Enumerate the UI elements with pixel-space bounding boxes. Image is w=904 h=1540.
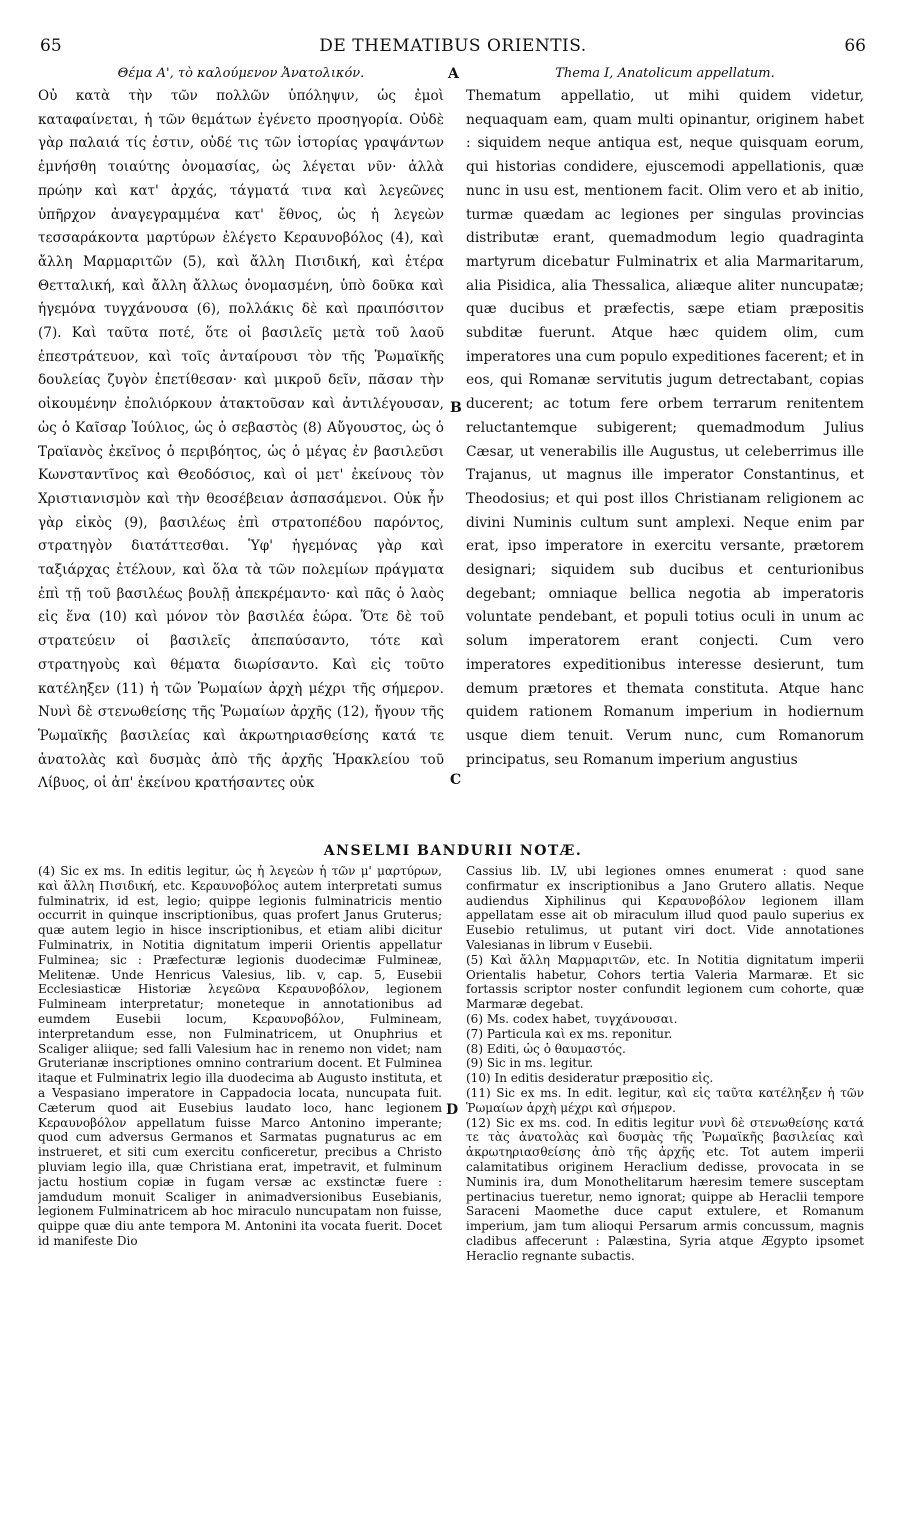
notes-left-column (38, 864, 442, 1514)
footnote: (12) Sic ex ms. cod. In editis legitur νυνὶ δὲ στενωθείσης κατά τε τὰς ἀνατολὰς καὶ δυσμὰς τῆς Ῥωμαϊκῆς βασιλείας καὶ ἀκρωτηριασθείσης ἀπὸ τῆς ἀρχῆς etc. Tot autem imperii calamitatibus originem Heraclium dedisse, provocata in se Numinis ira, dum Monothelitarum hæresim temere susceptam pertinacius tueretur, nemo ignorat; quippe ab Heraclii tempore Saraceni Maomethe duce caput extulere, et Romanum imperium, jam tum alioqui Persarum armis concussum, magnis cladibus affecerunt : Palæstina, Syria atque Ægypto ipsomet Heraclio regnante subactis. (466, 1115, 864, 1263)
footnote: (11) Sic ex ms. In edit. legitur, καὶ εἰς ταῦτα κατέληξεν ἡ τῶν Ῥωμαίων ἀρχὴ μέχρι καὶ σήμερον. (466, 1085, 864, 1115)
margin-marker-d: D (446, 1102, 459, 1118)
latin-column-title: Thema I, Anatolicum appellatum. (555, 66, 775, 81)
footnote: (7) Particula καὶ ex ms. reponitur. (466, 1026, 673, 1041)
footnote: (9) Sic in ms. legitur. (466, 1056, 594, 1071)
latin-column (466, 66, 864, 846)
page-number-right: 66 (844, 36, 866, 56)
page-header (40, 36, 866, 58)
footnote: (6) Ms. codex habet, τυγχάνουσαι. (466, 1011, 678, 1026)
margin-marker-b: B (450, 400, 462, 416)
page-number-left: 65 (40, 36, 62, 56)
margin-marker-c: C (450, 772, 462, 788)
footnote: (5) Καὶ ἄλλη Μαρμαριτῶν, etc. In Notitia dignitatum imperii Orientalis habetur, Cohors tertia Valeria Marmaræ. Et sic fortassis scriptor noster confundit legionem cum cohorte, quæ Marmaræ degebat. (466, 952, 864, 1012)
footnote: (8) Editi, ὡς ὁ θαυμαστός. (466, 1041, 626, 1056)
footnote: Cassius lib. LV, ubi legiones omnes enumerat : quod sane confirmatur ex inscriptionibus a Jano Grutero allatis. Neque audiendus Xiphilinus qui Κεραυνοβόλον legionem illam appellatam esse ait ob miraculum illud quod paulo superius ex Eusebio retulimus, ut putant viri doct. Vide annotationes Valesianas in librum v Eusebii. (466, 864, 864, 952)
notes-right-column (466, 864, 864, 1514)
greek-column-text: Οὐ κατὰ τὴν τῶν πολλῶν ὑπόληψιν, ὡς ἐμοὶ καταφαίνεται, ἡ τῶν θεμάτων ἐγένετο προσηγορία. Οὐδὲ γὰρ παλαιά τίς ἐστιν, οὐδέ τις τῶν ἱστορίας γραψάντων ἐμνήσθη τοιαύτης ὀνομασίας, ὡς λέγεται νῦν· ἀλλὰ πρώην καὶ κατ' ἀρχάς, τάγματά τινα καὶ λεγεῶνες ὑπῆρχον ἀναγεγραμμένα κατ' ἔθνος, ὡς ἡ λεγεὼν τεσσαράκοντα μαρτύρων ἐλέγετο Κεραυνοβόλος (4), καὶ ἄλλη Μαρμαριτῶν (5), καὶ ἄλλη Πισιδική, καὶ ἑτέρα Θετταλική, καὶ ἄλλη ἄλλως ὀνομασμένη, ὑπὸ δοῦκα καὶ ἡγεμόνα τυγχάνουσα (6), πολλάκις δὲ καὶ πραιπόσιτον (7). Καὶ ταῦτα ποτέ, ὅτε οἱ βασιλεῖς μετὰ τοῦ λαοῦ ἐπεστράτευον, καὶ τοῖς ἀνταίρουσι τὸν τῆς Ῥωμαϊκῆς δουλείας ζυγὸν ἐπετίθεσαν· καὶ μικροῦ δεῖν, πᾶσαν τὴν οἰκουμένην ἐπολιόρκουν ἀτακτοῦσαν καὶ ἀντιλέγουσαν, ὡς ὁ Καῖσαρ Ἰούλιος, ὡς ὁ σεβαστὸς (8) Αὔγουστος, ὡς ὁ Τραϊανὸς ἐκεῖνος ὁ περιβόητος, ὡς ὁ μέγας ἐν βασιλεῦσι Κωνσταντῖνος καὶ Θεοδόσιος, καὶ οἱ μετ' ἐκείνους τὸν Χριστιανισμὸν καὶ τὴν θεοσέβειαν ἀσπασάμενοι. Οὐκ ἦν γὰρ εἰκὸς (9), βασιλέως ἐπὶ στρατοπέδου παρόντος, στρατηγὸν διατάττεσθαι. Ὑφ' ἡγεμόνας γὰρ καὶ ταξιάρχας ἐτέλουν, καὶ ὅλα τὰ τῶν πολεμίων πράγματα ἐπὶ τῇ τοῦ βασιλέως βουλῇ ἀπεκρέμαντο· καὶ πᾶς ὁ λαὸς εἰς ἕνα (10) καὶ μόνον τὸν βασιλέα ἑώρα. Ὅτε δὲ τοῦ στρατεύειν οἱ βασιλεῖς ἀπεπαύσαντο, τότε καὶ στρατηγοὺς καὶ θέματα διωρίσαντο. Καὶ εἰς τοῦτο κατέληξεν (11) ἡ τῶν Ῥωμαίων ἀρχὴ μέχρι τῆς σήμερον. Νυνὶ δὲ στενωθείσης τῆς Ῥωμαίων ἀρχῆς (12), ἤγουν τῆς Ῥωμαϊκῆς βασιλείας καὶ ἀκρωτηριασθείσης κατά τε ἀνατολὰς καὶ δυσμὰς ἀπὸ τῆς ἀρχῆς Ἡρακλείου τοῦ Λίβυος, οἱ ἀπ' ἐκείνου κρατήσαντες οὐκ (38, 88, 444, 792)
greek-column-title: Θέμα Α', τὸ καλούμενον Ἀνατολικόν. (117, 66, 365, 81)
latin-column-text: Thematum appellatio, ut mihi quidem videtur, nequaquam eam, quam multi opinantur, originem habet : siquidem neque antiqua est, neque quisquam eorum, qui historias condidere, ejuscemodi appellationis, quæ nunc in usu est, mentionem facit. Olim vero et ab initio, turmæ quædam ac legiones per singulas provincias distributæ erant, quemadmodum legio quadraginta martyrum dicebatur Fulminatrix et alia Marmaritarum, alia Pisidica, alia Thessalica, aliæque aliter nuncupatæ; quæ ducibus et præfectis, sæpe etiam præpositis subditæ fuerunt. Atque hæc quidem olim, cum imperatores una cum populo expeditiones facerent; et in eos, qui Romanæ servitutis jugum detrectabant, copias ducerent; ac totum fere orbem terrarum renitentem reluctantemque subigerent; quemadmodum Julius Cæsar, ut venerabilis ille Augustus, ut celeberrimus ille Trajanus, ut magnus ille imperator Constantinus, et Theodosius; et qui post illos Christianam religionem ac divini Numinis cultum sunt amplexi. Neque enim par erat, ipso imperatore in exercitu versante, prætorem designari; siquidem sub ducibus et centurionibus degebant; omniaque bellica negotia ab imperatoris voluntate pendebant, et populi totius oculi in unum ac solum imperatorem erant conjecti. Cum vero imperatores expeditionibus interesse desierunt, tum demum prætores et themata constituta. Atque hanc quidem rationem Romanum imperium in hodiernum usque diem tenuit. Verum nunc, cum Romanorum principatus, seu Romanum imperium angustius (466, 88, 864, 768)
margin-marker-a: A (448, 66, 459, 82)
running-title: DE THEMATIBUS ORIENTIS. (319, 36, 587, 56)
notes-heading: ANSELMI BANDURII NOTÆ. (323, 843, 583, 859)
greek-column (38, 66, 444, 846)
footnote: (4) Sic ex ms. In editis legitur, ὡς ἡ λεγεὼν ἡ τῶν μ' μαρτύρων, καὶ ἄλλη Πισιδική, etc. Κεραυνοβόλος autem interpretati sumus fulminatrix, id est, legio; quippe legionis fulminatricis mentio occurrit in quinque inscriptionibus, quas profert Janus Gruterus; quæ autem legio in hisce inscriptionibus, et etiam alibi dicitur Fulminatrix, in Notitia dignitatum imperii Orientis appellatur Fulminea; sic : Præfecturæ legionis duodecimæ Fulmineæ, Melitenæ. Unde Henricus Valesius, lib. v, cap. 5, Eusebii Ecclesiasticæ Historiæ λεγεῶνα Κεραυνοβόλον, legionem Fulmineam interpretatur; moneteque in annotationibus ad eumdem Eusebii locum, Κεραυνοβόλον, Fulmineam, interpretandum esse, non Fulminatricem, ut Onuphrius et Scaliger aliique; sed falli Valesium hac in renemo non videt; nam Gruterianæ inscriptiones omnino contrarium docent. Et Fulminea itaque et Fulminatrix legio illa duodecima ab Augusto instituta, et a Vespasiano imperatore in Cappadocia locata, nuncupata fuit. Cæterum quod ait Eusebius laudato loco, hanc legionem Κεραυνοβόλον appellatum fuisse Marco Antonino imperante; quod cum adversus Germanos et Sarmatas pugnaturus ac em instrueret, et siti cum exercitu conficeretur, precibus a Christo pluviam legio illa, quæ Christiana erat, impetravit, et fulminum jactu hostium copiæ in fugam versæ ac exstinctæ fuere : jamdudum monuit Scaliger in animadversionibus Eusebianis, legionem Fulminatricem ab hoc miraculo nuncupatam non fuisse, quippe quæ diu ante tempora M. Antonini ita vocata fuerit. Docet id manifeste Dio (38, 864, 442, 1248)
footnote: (10) In editis desideratur præpositio εἰς. (466, 1071, 714, 1086)
